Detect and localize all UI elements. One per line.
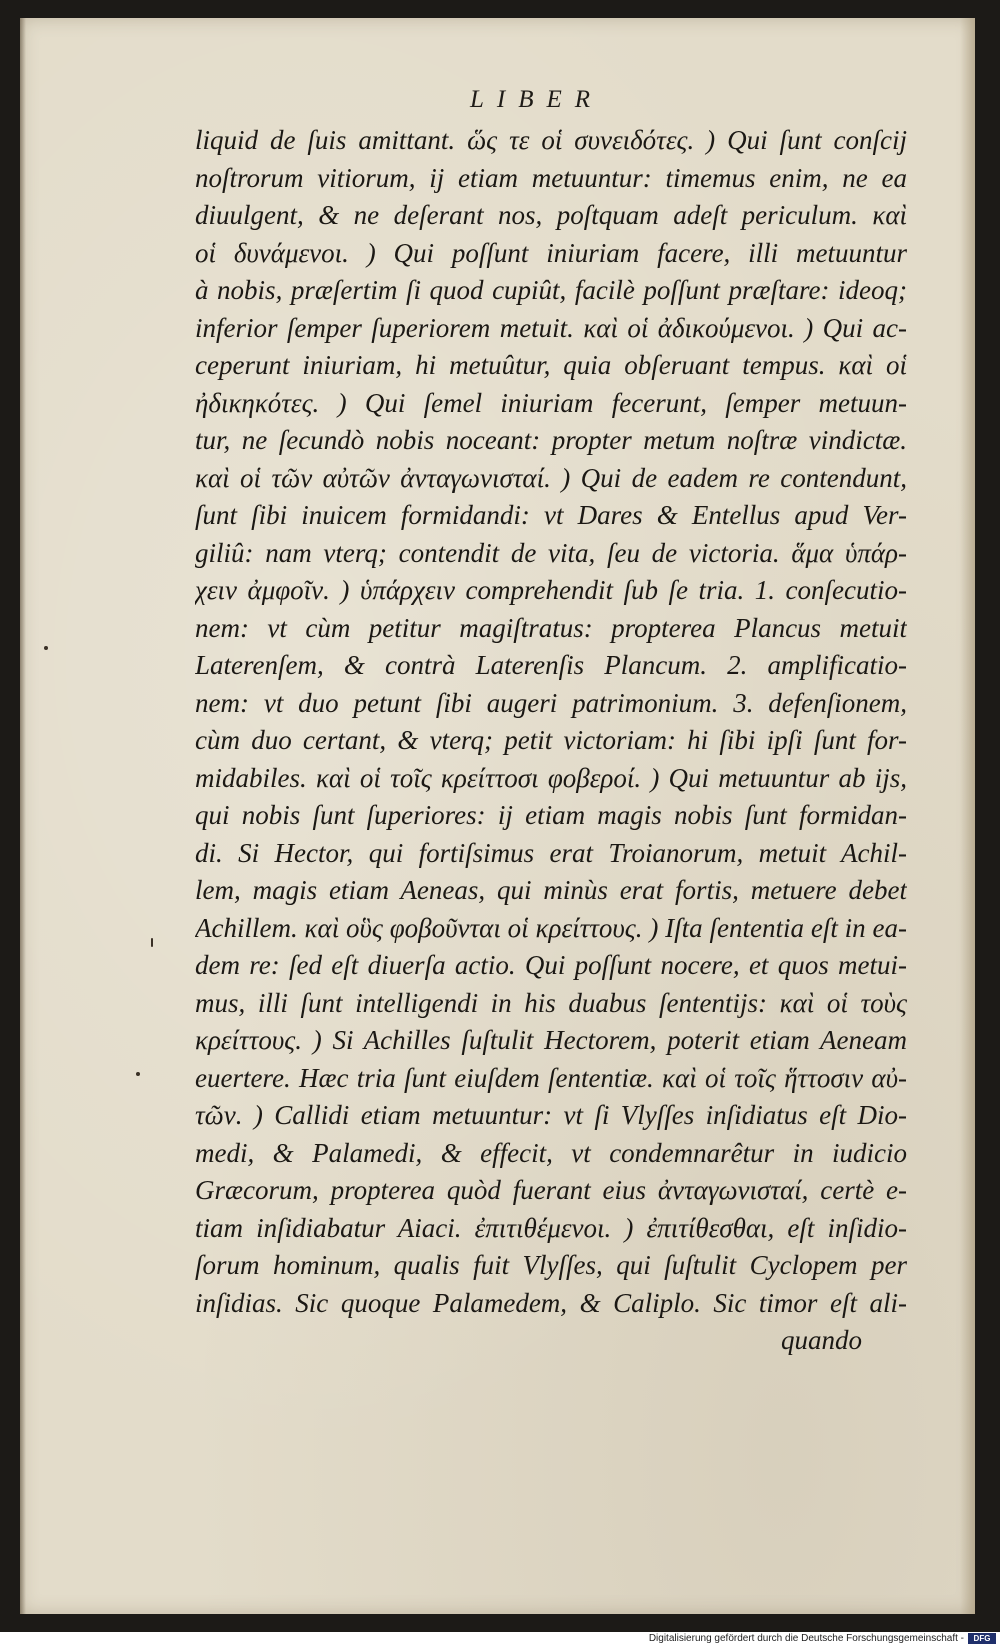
funding-notice: Digitalisierung gefördert durch die Deutsche Forschungsgemeinschaft - xyxy=(648,1633,964,1644)
text-line: ſorum hominum, qualis fuit Vlyſſes, qui ſuſtulit Cyclopem per xyxy=(195,1250,907,1280)
text-line: inſidias. Sic quoque Palamedem, & Caliplo. Sic timor eſt ali- xyxy=(195,1287,907,1318)
text-line: tur, ne ſecundò nobis noceant: propter metum noſtræ vindictæ. xyxy=(195,425,907,455)
ink-speck xyxy=(136,1072,140,1076)
ink-speck xyxy=(44,646,48,650)
text-line: τῶν. ) Callidi etiam metuuntur: vt ſi Vlyſſes inſidiatus eſt Dio- xyxy=(195,1100,907,1130)
text-line: dem re: ſed eſt diuerſa actio. Qui poſſunt nocere, et quos metui- xyxy=(195,950,907,980)
text-line: diuulgent, & ne deſerant nos, poſtquam adeſt periculum. καὶ xyxy=(195,200,907,230)
text-line: mus, illi ſunt intelligendi in his duabus ſententijs: καὶ οἱ τοὺς xyxy=(195,987,907,1018)
text-line: tiam inſidiabatur Aiaci. ἐπιτιθέμενοι. ) ἐπιτίθεσθαι, eſt inſidio- xyxy=(195,1212,907,1243)
text-line: Græcorum, propterea quòd fuerant eius ἀνταγωνισταί, certè e- xyxy=(195,1175,907,1205)
text-line: ἠδικηκότες. ) Qui ſemel iniuriam fecerunt, ſemper metuun- xyxy=(195,387,907,418)
text-line: ceperunt iniuriam, hi metuûtur, quia obſeruant tempus. καὶ οἱ xyxy=(195,350,907,380)
page-edge-shadow xyxy=(20,18,26,1614)
text-line: καὶ οἱ τῶν αὐτῶν ἀνταγωνισταί. ) Qui de eadem re contendunt, xyxy=(195,462,907,493)
text-line: noſtrorum vitiorum, ij etiam metuuntur: timemus enim, ne ea xyxy=(195,162,907,193)
text-line: liquid de ſuis amittant. ὥς τε οἱ συνειδότες. ) Qui ſunt conſcij xyxy=(195,125,907,155)
text-line: ſunt ſibi inuicem formidandi: vt Dares & Entellus apud Ver- xyxy=(195,500,907,530)
text-line: lem, magis etiam Aeneas, qui minùs erat fortis, metuere debet xyxy=(195,875,907,905)
text-line: nem: vt duo petunt ſibi augeri patrimonium. 3. defenſionem, xyxy=(195,687,907,718)
text-line: midabiles. καὶ οἱ τοῖς κρείττοσι φοβεροί. ) Qui metuuntur ab ijs, xyxy=(195,762,907,793)
catchword: quando xyxy=(781,1325,862,1355)
text-block xyxy=(195,122,907,1360)
text-line: χειν ἀμφοῖν. ) ὑπάρχειν comprehendit ſub ſe tria. 1. conſecutio- xyxy=(195,575,907,605)
text-line: medi, & Palamedi, & effecit, vt condemnarêtur in iudicio xyxy=(195,1137,907,1168)
text-line: cùm duo certant, & vterq; petit victoriam: hi ſibi ipſi ſunt for- xyxy=(195,725,907,755)
ink-speck xyxy=(151,938,153,947)
dfg-logo-icon: DFG xyxy=(968,1633,996,1644)
text-line: giliû: nam vterq; contendit de vita, ſeu de victoria. ἅμα ὑπάρ- xyxy=(195,537,907,568)
text-line: Laterenſem, & contrà Laterenſis Plancum. 2. amplificatio- xyxy=(195,650,907,680)
text-line: qui nobis ſunt ſuperiores: ij etiam magis nobis ſunt formidan- xyxy=(195,800,907,830)
footer-bar xyxy=(0,1632,1000,1645)
page-edge-fore xyxy=(960,18,975,1614)
text-line: κρείττους. ) Si Achilles ſuſtulit Hectorem, poterit etiam Aeneam xyxy=(195,1025,907,1055)
text-line: inferior ſemper ſuperiorem metuit. καὶ οἱ ἀδικούμενοι. ) Qui ac- xyxy=(195,312,907,343)
running-title: LIBER xyxy=(470,86,604,113)
text-line: οἱ δυνάμενοι. ) Qui poſſunt iniuriam facere, illi metuuntur xyxy=(195,237,907,268)
text-line: nem: vt cùm petitur magiſtratus: propterea Plancus metuit xyxy=(195,612,907,643)
text-line: euertere. Hæc tria ſunt eiuſdem ſententiæ. καὶ οἱ τοῖς ἥττοσιν αὐ- xyxy=(195,1062,907,1093)
text-line: di. Si Hector, qui fortiſsimus erat Troianorum, metuit Achil- xyxy=(195,837,907,868)
text-line: Achillem. καὶ οὓς φοβοῦνται οἱ κρείττους. ) Iſta ſententia eſt in ea- xyxy=(195,912,907,943)
text-line: à nobis, præſertim ſi quod cupiût, facilè poſſunt præſtare: ideoq; xyxy=(195,275,907,305)
